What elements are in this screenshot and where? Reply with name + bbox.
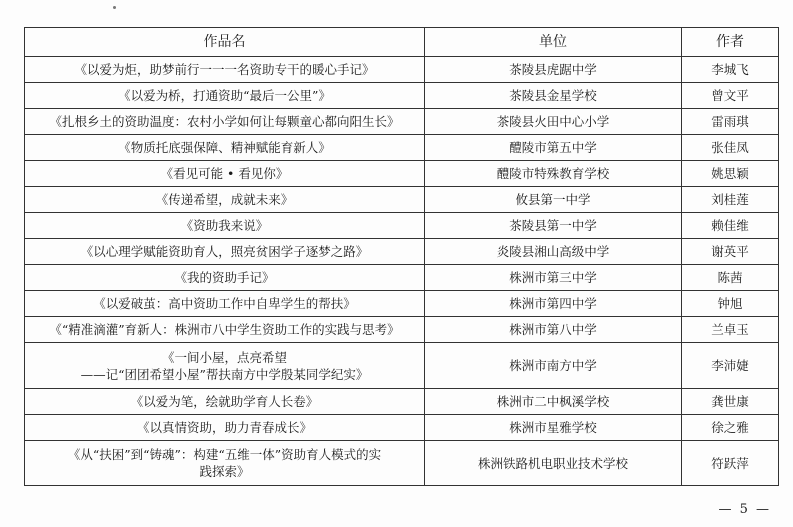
unit-name: 株洲市第四中学: [425, 291, 682, 317]
unit-name: 株洲市第三中学: [425, 265, 682, 291]
header-author: 作者: [682, 28, 779, 57]
unit-name: 茶陵县虎踞中学: [425, 57, 682, 83]
work-title: 《以爱为桥，打通资助“最后一公里”》: [25, 83, 425, 109]
unit-name: 株洲市南方中学: [425, 343, 682, 389]
author-name: 龚世康: [682, 389, 779, 415]
author-name: 赖佳维: [682, 213, 779, 239]
scan-speck: [113, 6, 116, 9]
table-row: [25, 317, 779, 343]
author-name: 姚思颖: [682, 161, 779, 187]
work-title: 《物质托底强保障、精神赋能育新人》: [25, 135, 425, 161]
table-row: [25, 343, 779, 389]
table-row: [25, 291, 779, 317]
work-title: 《扎根乡土的资助温度：农村小学如何让每颗童心都向阳生长》: [25, 109, 425, 135]
unit-name: 醴陵市特殊教育学校: [425, 161, 682, 187]
unit-name: 株洲市第八中学: [425, 317, 682, 343]
unit-name: 茶陵县第一中学: [425, 213, 682, 239]
work-title: 《以真情资助，助力青春成长》: [25, 415, 425, 441]
author-name: 钟旭: [682, 291, 779, 317]
author-name: 谢英平: [682, 239, 779, 265]
author-name: 曾文平: [682, 83, 779, 109]
table-row: [25, 161, 779, 187]
work-title: 《以心理学赋能资助育人，照亮贫困学子逐梦之路》: [25, 239, 425, 265]
table-row: [25, 109, 779, 135]
author-name: 徐之雅: [682, 415, 779, 441]
unit-name: 株洲铁路机电职业技术学校: [425, 441, 682, 486]
unit-name: 茶陵县金星学校: [425, 83, 682, 109]
work-title: 《看见可能 • 看见你》: [25, 161, 425, 187]
author-name: 李沛婕: [682, 343, 779, 389]
unit-name: 株洲市星雅学校: [425, 415, 682, 441]
work-title: [25, 343, 425, 389]
table-row: [25, 265, 779, 291]
table-row: [25, 415, 779, 441]
work-title: 《传递希望，成就未来》: [25, 187, 425, 213]
unit-name: 醴陵市第五中学: [425, 135, 682, 161]
table-row: [25, 57, 779, 83]
header-work: 作品名: [25, 28, 425, 57]
work-title: 《以爱为笔，绘就助学育人长卷》: [25, 389, 425, 415]
table-row: [25, 83, 779, 109]
author-name: 雷雨琪: [682, 109, 779, 135]
work-title: 《以爱为炬，助梦前行一一一名资助专干的暖心手记》: [25, 57, 425, 83]
work-title: 《资助我来说》: [25, 213, 425, 239]
work-title: 《“精准滴灌”育新人：株洲市八中学生资助工作的实践与思考》: [25, 317, 425, 343]
author-name: 李城飞: [682, 57, 779, 83]
table-row: [25, 187, 779, 213]
work-title-line-2: ——记“团团希望小屋”帮扶南方中学殷某同学纪实》: [80, 366, 369, 382]
work-title-line-2: 践探索》: [199, 464, 250, 479]
work-title-line-1: 《从“扶困”到“铸魂”：构建“五维一体”资助育人模式的实: [67, 447, 382, 462]
author-name: 刘桂莲: [682, 187, 779, 213]
work-title: 《我的资助手记》: [25, 265, 425, 291]
work-title: [25, 441, 425, 486]
table-row: [25, 135, 779, 161]
author-name: 符跃萍: [682, 441, 779, 486]
author-name: 陈茜: [682, 265, 779, 291]
award-works-table: [24, 27, 779, 486]
header-unit: 单位: [425, 28, 682, 57]
work-title: 《以爱破茧：高中资助工作中自卑学生的帮扶》: [25, 291, 425, 317]
table-row: [25, 389, 779, 415]
table-row: [25, 239, 779, 265]
table-header-row: [25, 28, 779, 57]
unit-name: 攸县第一中学: [425, 187, 682, 213]
author-name: 兰卓玉: [682, 317, 779, 343]
unit-name: 株洲市二中枫溪学校: [425, 389, 682, 415]
author-name: 张佳凤: [682, 135, 779, 161]
unit-name: 茶陵县火田中心小学: [425, 109, 682, 135]
page-number: — 5 —: [718, 502, 771, 517]
work-title-line-1: 《一间小屋，点亮希望: [161, 349, 287, 365]
unit-name: 炎陵县湘山高级中学: [425, 239, 682, 265]
table-row: [25, 213, 779, 239]
table-row: [25, 441, 779, 486]
